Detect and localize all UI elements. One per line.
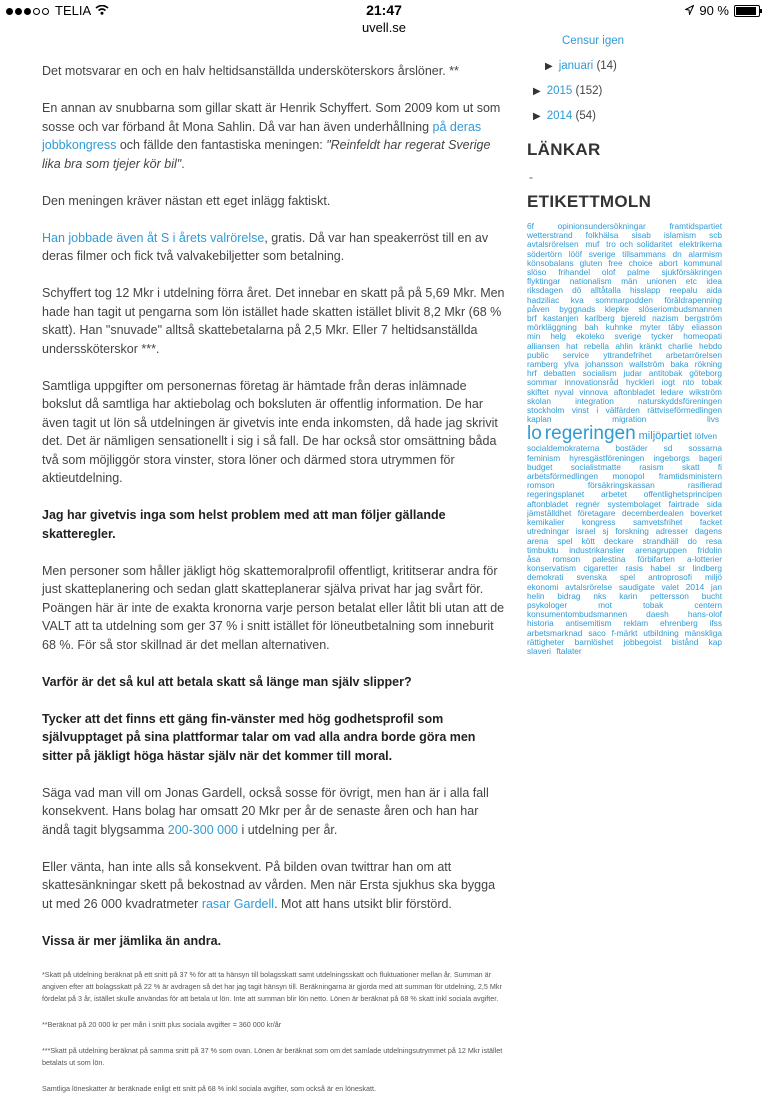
tag-link[interactable]: homeopati: [683, 331, 722, 342]
tag-link[interactable]: spel: [557, 535, 573, 546]
tag-link[interactable]: hebdo: [698, 340, 723, 351]
tag-link[interactable]: israel: [575, 526, 596, 537]
tag-link[interactable]: historia: [527, 618, 554, 629]
tag-link[interactable]: utredningar: [527, 526, 569, 537]
tag-link[interactable]: riksdagen: [527, 285, 563, 296]
status-right: [685, 3, 760, 18]
links-empty-dash: -: [529, 170, 533, 184]
tag-link[interactable]: innovationsråd: [564, 377, 619, 388]
jobbkongress-link[interactable]: på deras jobbkongress: [42, 119, 482, 152]
tag-link[interactable]: rebella: [584, 340, 609, 351]
article-body: [42, 62, 506, 1109]
tag-link[interactable]: rättviseförmedlingen: [647, 405, 722, 416]
article-paragraph: Det motsvarar en och en halv heltidsanställda undersköterskors årslöner. **: [42, 64, 459, 78]
article-paragraph: Eller vänta, han inte alls så konsekvent. På bilden ovan twittrar han om att skattesänkningar skett på bekostnad av vården. Men när Ersta sjukhus ska bygga ut med 26 000 kvadratmeter rasar Gardell. Mot att hans utsikt blir förstörd.: [42, 859, 496, 911]
tag-link[interactable]: tobak: [643, 599, 664, 610]
tag-link[interactable]: antroprosofi: [648, 572, 692, 583]
tag-link[interactable]: forskning: [615, 526, 649, 537]
tag-link[interactable]: offentlighetsprincipen: [643, 489, 722, 500]
clock: 21:47: [366, 2, 402, 18]
tag-link[interactable]: arenagruppen: [635, 544, 687, 555]
tag-link[interactable]: aida: [706, 285, 722, 296]
tag-link[interactable]: scb: [709, 230, 723, 241]
tag-link[interactable]: män: [621, 276, 638, 287]
tag-link[interactable]: avtalsrörelsen: [527, 239, 579, 250]
tag-link[interactable]: johansson: [585, 359, 623, 370]
tag-link[interactable]: kommunal: [683, 257, 722, 268]
location-arrow-icon: [685, 3, 694, 18]
archive-item-2015[interactable]: ▶ 2015 (152): [533, 85, 603, 97]
tag-link[interactable]: habel: [650, 563, 671, 574]
tag-link[interactable]: tobak: [701, 377, 723, 388]
tag-link[interactable]: alarmism: [688, 248, 723, 259]
tag-link[interactable]: sverige: [588, 248, 616, 259]
tag-link[interactable]: boverket: [690, 507, 723, 518]
tag-link[interactable]: debatten: [543, 368, 576, 379]
tag-link[interactable]: charlie: [668, 340, 693, 351]
utdelning-link[interactable]: 200-300 000: [167, 822, 238, 837]
tag-link[interactable]: hisslapp: [629, 285, 661, 296]
tag-link[interactable]: psykologer: [527, 599, 568, 610]
tag-link[interactable]: lööf: [568, 248, 583, 259]
tag-link[interactable]: kaplan: [527, 414, 552, 425]
tag-link[interactable]: nationalism: [569, 276, 612, 287]
tag-link[interactable]: förbifarten: [637, 553, 675, 564]
tag-link[interactable]: arbetarrörelsen: [665, 349, 722, 360]
article-paragraph: Den meningen kräver nästan ett eget inlägg faktiskt.: [42, 193, 331, 208]
tag-link[interactable]: nto: [682, 377, 695, 388]
article-paragraph: Han jobbade även åt S i årets valrörelse, gratis. Då var han speakerröst till en av deras filmer och fick två valvakebiljetter som betalning.: [42, 230, 489, 263]
tag-link[interactable]: bjereld: [620, 313, 646, 324]
tag-link[interactable]: f-märkt: [611, 627, 638, 638]
tag-link[interactable]: palme: [627, 267, 650, 278]
tag-link[interactable]: hyresgästföreningen: [569, 452, 645, 463]
tag-link[interactable]: public: [527, 349, 549, 360]
tag-link[interactable]: monopol: [612, 471, 645, 482]
tag-link[interactable]: miljöpartiet: [638, 430, 692, 443]
footnotes: [42, 969, 506, 1095]
tag-link[interactable]: stockholm: [527, 405, 565, 416]
tag-link[interactable]: ramberg: [527, 359, 558, 370]
tag-link[interactable]: feminism: [527, 452, 561, 463]
address-bar-url[interactable]: uvell.se: [361, 20, 407, 35]
tag-link[interactable]: miljö: [704, 572, 722, 583]
footnote: Samtliga löneskatter är beräknade enligt ett snitt på 68 % inkl sociala avgifter, som också är en löneskatt.: [42, 1083, 376, 1093]
carrier-label: TELIA: [55, 3, 92, 18]
tag-link[interactable]: reepalu: [669, 285, 698, 296]
battery-icon: [734, 5, 760, 17]
expand-arrow-icon[interactable]: ▶: [533, 86, 541, 97]
tag-link[interactable]: socialism: [582, 368, 617, 379]
tag-link[interactable]: dn: [672, 248, 682, 259]
rasar-gardell-link[interactable]: rasar Gardell: [201, 896, 275, 911]
tag-link[interactable]: service: [562, 349, 590, 360]
links-heading: LÄNKAR: [527, 140, 601, 159]
tag-link[interactable]: aftonbladet: [613, 386, 655, 397]
tag-link[interactable]: framtidspartiet: [669, 221, 723, 231]
tag-link[interactable]: myter: [640, 322, 661, 333]
tag-link[interactable]: resa: [705, 535, 723, 546]
tag-link[interactable]: barnlöshet: [574, 636, 614, 647]
article-paragraph-bold: Vissa är mer jämlika än andra.: [42, 933, 222, 948]
tag-link[interactable]: romson: [552, 553, 581, 564]
tag-link[interactable]: mörkläggning: [527, 322, 577, 333]
tag-link[interactable]: täby: [668, 322, 684, 333]
article-paragraph-bold: Varför är det så kul att betala skatt så länge man själv slipper?: [42, 674, 412, 689]
tag-link[interactable]: nks: [593, 590, 607, 601]
tag-link[interactable]: arbetet: [601, 489, 627, 500]
tag-link[interactable]: antitobak: [648, 368, 683, 379]
tag-link[interactable]: saco: [588, 627, 606, 638]
tag-link[interactable]: reklam: [623, 618, 649, 629]
tag-link[interactable]: skolan: [527, 395, 551, 406]
tag-link[interactable]: pettersson: [650, 590, 689, 601]
tag-link[interactable]: konservatism: [527, 563, 576, 574]
tag-link[interactable]: wetterstrand: [527, 230, 573, 241]
tag-link[interactable]: löfven: [694, 431, 717, 442]
tag-link[interactable]: dagens: [694, 526, 722, 537]
tag-link[interactable]: kuhnke: [605, 322, 633, 333]
tag-link[interactable]: rasis: [625, 563, 643, 574]
archive-partial-post[interactable]: Censur igen: [562, 35, 625, 47]
tag-link[interactable]: sommar: [527, 377, 557, 388]
tag-link[interactable]: rasifierad: [687, 480, 723, 491]
tag-link[interactable]: kongress: [581, 517, 616, 528]
tag-link[interactable]: åsa: [527, 553, 541, 564]
tag-cloud: [527, 222, 725, 656]
tag-link[interactable]: sj: [602, 526, 609, 537]
footnote: **Beräknat på 20 000 kr per mån i snitt plus sociala avgifter = 360 000 kr/år: [42, 1019, 282, 1029]
tag-link[interactable]: daesh: [646, 609, 669, 620]
tag-link[interactable]: sommarpodden: [595, 294, 653, 305]
tag-link[interactable]: min: [527, 331, 541, 342]
tag-link[interactable]: slaveri: [527, 645, 551, 656]
tag-link[interactable]: skiftet: [527, 386, 549, 397]
tag-link[interactable]: decemberdealen: [621, 507, 684, 518]
tag-link[interactable]: free: [608, 257, 623, 268]
tag-link[interactable]: choice: [628, 257, 653, 268]
tag-link[interactable]: lindberg: [692, 563, 723, 574]
tag-link[interactable]: ylva: [564, 359, 579, 370]
tag-link[interactable]: karin: [619, 590, 638, 601]
tag-link[interactable]: hrf: [527, 368, 537, 379]
tag-link[interactable]: kemikalier: [527, 517, 565, 528]
tag-link[interactable]: socialistmatte: [570, 461, 621, 472]
tag-link[interactable]: kva: [570, 294, 584, 305]
tag-link[interactable]: fairtrade: [668, 498, 700, 509]
footnote: ***Skatt på utdelning beräknat på samma snitt på 37 % som ovan. Lönen är beräknat som om det samlade utdelningsutrymmet på 12 Mkr istället betalats ut som lön.: [42, 1045, 503, 1067]
tag-link[interactable]: wikström: [689, 386, 722, 397]
tag-link[interactable]: 6f: [527, 221, 534, 231]
tag-link[interactable]: islamism: [663, 230, 697, 241]
tag-link[interactable]: bidrag: [557, 590, 581, 601]
tag-link[interactable]: idea: [706, 276, 723, 287]
tag-link[interactable]: wallström: [629, 359, 665, 370]
tag-link[interactable]: a-lotterier: [686, 553, 722, 564]
tag-link[interactable]: jämställdhet: [527, 507, 572, 518]
article-paragraph: Men personer som håller jäkligt hög skattemoralprofil offentligt, krititserar andra för just skatteplanering och sedan glatt skatteplanerar själva privat har jag svårt för. Poängen här är inte de exakta kronorna varje person betalat eller låtit bli utan att de VALT att ta utdelning som ger 37 % i snitt istället för löneutbetalning som inneburit 68 %. För så stor skillnad är det mellan alternativen.: [42, 563, 505, 652]
tag-link[interactable]: hadziliac: [527, 294, 560, 305]
tag-link[interactable]: i: [596, 405, 599, 416]
tag-link[interactable]: elektrikerna: [679, 239, 723, 250]
tag-link[interactable]: valet: [661, 581, 680, 592]
tag-link[interactable]: folkhälsa: [585, 230, 619, 241]
tag-link[interactable]: jan: [710, 581, 722, 592]
footnote: *Skatt på utdelning beräknat på ett snitt på 37 % för att ta hänsyn till bolagsskatt samt utdelningsskatt och fluktuationer mellan år. Summan är angiven efter att bolagsskatt på 22 % är avdragen så det har jag tagit hänsyn till. Beräkningarna är gjorda med att summan för utdelning, 2,5 Mkr fördelat på 3 år, istället skulle användas för att betala ut lön. Inte att summan blir lön netto. Lönen är beräknat på 68 % skatt inkl sociala avgifter.: [42, 969, 502, 1003]
expand-arrow-icon[interactable]: ▶: [545, 61, 553, 72]
tag-link[interactable]: tycker: [651, 331, 674, 342]
article-paragraph-bold: Jag har givetvis inga som helst problem med att man följer gällande skatteregler.: [42, 508, 446, 541]
tag-link[interactable]: spel: [619, 572, 636, 583]
tag-link[interactable]: olof: [601, 267, 616, 278]
tag-link[interactable]: hat: [566, 340, 578, 351]
tag-link[interactable]: kap: [708, 636, 723, 647]
tag-link[interactable]: adresser: [655, 526, 688, 537]
tag-link[interactable]: försäkringskassan: [587, 480, 655, 491]
tag-link[interactable]: ifss: [709, 618, 722, 629]
battery-level: [736, 7, 756, 15]
tag-link[interactable]: brf: [527, 313, 537, 324]
article-paragraph-bold: Tycker att det finns ett gäng fin-vänster med hög godhetsprofil som självupptaget på sina plattformar talar om vad alla andra borde göra men sitter på jäkligt höga hästar själv när det kommer till moral.: [42, 711, 476, 763]
tag-link[interactable]: abort: [658, 257, 678, 268]
tag-link[interactable]: karlberg: [584, 313, 615, 324]
tag-link[interactable]: sisab: [631, 230, 651, 241]
tag-link[interactable]: deckare: [603, 535, 634, 546]
tag-link[interactable]: föräldrapenning: [664, 294, 722, 305]
tag-link[interactable]: kränkt: [639, 340, 662, 351]
status-bar: [0, 0, 768, 20]
tag-link[interactable]: hans-olof: [687, 609, 722, 620]
expand-arrow-icon[interactable]: ▶: [533, 111, 541, 122]
tag-link[interactable]: bostäder: [615, 443, 648, 454]
tag-link[interactable]: hyckleri: [626, 377, 655, 388]
tag-link[interactable]: gluten: [579, 257, 603, 268]
tag-link[interactable]: ekonomi: [527, 581, 559, 592]
tag-link[interactable]: do: [687, 535, 697, 546]
tag-link[interactable]: muf: [585, 239, 600, 250]
tag-link[interactable]: bistånd: [671, 636, 699, 647]
tag-link[interactable]: ledare: [660, 386, 684, 397]
article-paragraph: Säga vad man vill om Jonas Gardell, också sosse för övrigt, men han är i alla fall konsekvent. Hans bolag har omsatt 20 Mkr per år de senaste åren och han har ändå tagit blygsamma 200-300 000 i utdelning per år.: [42, 785, 489, 837]
tag-link[interactable]: samvetsfrihet: [633, 517, 683, 528]
tag-link[interactable]: migration: [612, 414, 647, 425]
tag-link[interactable]: konsumentombudsmannen: [527, 609, 628, 620]
tag-link[interactable]: lo: [527, 423, 542, 445]
tag-link[interactable]: judar: [623, 368, 642, 379]
tag-link[interactable]: tro och solidaritet: [606, 239, 673, 250]
tag-link[interactable]: sd: [663, 443, 673, 454]
tag-cloud-heading: ETIKETTMOLN: [527, 192, 652, 211]
archive-item-2014[interactable]: ▶ 2014 (54): [533, 110, 596, 122]
tag-link[interactable]: helg: [550, 331, 566, 342]
tag-link[interactable]: arena: [527, 535, 549, 546]
tag-link[interactable]: göteborg: [689, 368, 722, 379]
tag-link[interactable]: rasism: [639, 461, 664, 472]
tag-link[interactable]: ftalater: [556, 645, 582, 656]
tag-link[interactable]: opinionsundersökningar: [557, 221, 646, 231]
tag-link[interactable]: aftonbladet: [527, 498, 569, 509]
tag-link[interactable]: jobbegoist: [623, 636, 662, 647]
tag-link[interactable]: ekoleko: [575, 331, 605, 342]
quote: "Reinfeldt har regerat Sverige lika bra som tjejer kör bil": [42, 138, 491, 171]
tag-link[interactable]: mänskliga: [684, 627, 723, 638]
tag-link[interactable]: frihandel: [558, 267, 591, 278]
tag-link[interactable]: romson: [527, 480, 555, 491]
tag-link[interactable]: centern: [694, 599, 722, 610]
tag-link[interactable]: slöseriombudsmannen: [638, 303, 722, 314]
tag-link[interactable]: byggnads: [559, 303, 596, 314]
tag-link[interactable]: iogt: [661, 377, 676, 388]
tag-link[interactable]: regnér: [575, 498, 600, 509]
tag-link[interactable]: etc: [685, 276, 697, 287]
battery-percent: 90 %: [699, 3, 729, 18]
tag-link[interactable]: saudigate: [618, 581, 655, 592]
tag-link[interactable]: antisemitism: [565, 618, 612, 629]
tag-link[interactable]: bah: [584, 322, 599, 333]
tag-link[interactable]: demokrati: [527, 572, 564, 583]
tag-link[interactable]: systembolaget: [607, 498, 661, 509]
tag-link[interactable]: bucht: [701, 590, 723, 601]
tag-link[interactable]: utbildning: [643, 627, 679, 638]
tag-link[interactable]: sossarna: [688, 443, 722, 454]
tag-link[interactable]: eliasson: [691, 322, 722, 333]
valrorelse-link[interactable]: Han jobbade även åt S i årets valrörelse: [42, 230, 265, 245]
tag-link[interactable]: vinst: [571, 405, 589, 416]
tag-link[interactable]: företagare: [577, 507, 616, 518]
tag-link[interactable]: bageri: [698, 452, 723, 463]
tag-link[interactable]: industrikanslier: [569, 544, 625, 555]
tag-link[interactable]: alliansen: [527, 340, 560, 351]
tag-link[interactable]: integration: [575, 395, 614, 406]
article-paragraph: Samtliga uppgifter om personernas företag är hämtade från deras inlämnade bokslut då samtliga har aktiebolag och boksluten är offentlig information. De har även tagit ut lön så utdelningen är givetvis inte enda inkomsten, då hade jag skrivit det. Det är nämligen sensationellt i sig i så fall. De har också stor omsättning båda två som möjliggör stora vinster, stora löner och därmed stora utrymmen för aktieutdelning.: [42, 378, 498, 485]
tag-link[interactable]: livs: [707, 414, 719, 425]
tag-link[interactable]: naturskyddsföreningen: [638, 395, 722, 406]
tag-link[interactable]: sjukförsäkringen: [661, 267, 722, 278]
tag-link[interactable]: regeringsplanet: [527, 489, 585, 500]
tag-link[interactable]: avtalsrörelse: [565, 581, 613, 592]
tag-link[interactable]: regeringen: [544, 423, 636, 445]
tag-link[interactable]: palestina: [592, 553, 626, 564]
tag-link[interactable]: yttrandefrihet: [603, 349, 652, 360]
tag-link[interactable]: könsobalans: [527, 257, 574, 268]
tag-link[interactable]: nyval: [554, 386, 574, 397]
tag-link[interactable]: fi: [717, 461, 723, 472]
tag-link[interactable]: tillsammans: [622, 248, 666, 259]
tag-link[interactable]: dö: [572, 285, 582, 296]
archive-item-januari[interactable]: ▶ januari (14): [545, 60, 617, 72]
tag-link[interactable]: mot: [598, 599, 612, 610]
tag-link[interactable]: vinnova: [579, 386, 609, 397]
tag-link[interactable]: skatt: [682, 461, 700, 472]
tag-link[interactable]: arbetsmarknad: [527, 627, 583, 638]
tag-link[interactable]: timbuktu: [527, 544, 559, 555]
tag-link[interactable]: baka: [670, 359, 689, 370]
tag-link[interactable]: fridolin: [697, 544, 722, 555]
article-paragraph: Schyffert tog 12 Mkr i utdelning förra året. Det innebar en skatt på på 5,69 Mkr. Men hade han tagit ut pengarna som lön istället hade skatten istället blivit 8,2 Mkr (68 % skatt). Han "snuvade" alltså skattebetalarna på 2,5 Mkr. Eller 7 heltidsanställda underssköterskor ***.: [42, 286, 505, 356]
tag-link[interactable]: södertörn: [527, 248, 563, 259]
tag-link[interactable]: unionen: [646, 276, 677, 287]
tag-link[interactable]: helin: [527, 590, 545, 601]
tag-link[interactable]: välfärden: [605, 405, 640, 416]
tag-link[interactable]: kött: [581, 535, 595, 546]
tag-link[interactable]: kastanjen: [542, 313, 579, 324]
tag-link[interactable]: alltåtalla: [590, 285, 621, 296]
tag-link[interactable]: flyktingar: [527, 276, 561, 287]
tag-link[interactable]: ahlin: [615, 340, 633, 351]
tag-link[interactable]: strandhäll: [642, 535, 679, 546]
tag-link[interactable]: framtidsministern: [658, 471, 722, 482]
tag-link[interactable]: påven: [527, 303, 550, 314]
tag-link[interactable]: 2014: [685, 581, 705, 592]
tag-link[interactable]: svenska: [576, 572, 607, 583]
tag-link[interactable]: arbetsförmedlingen: [527, 471, 599, 482]
tag-link[interactable]: rättigheter: [527, 636, 565, 647]
tag-link[interactable]: rökning: [694, 359, 723, 370]
tag-link[interactable]: facket: [699, 517, 723, 528]
tag-link[interactable]: ehrenberg: [659, 618, 698, 629]
tag-link[interactable]: cigaretter: [583, 563, 618, 574]
tag-link[interactable]: socialdemokraterna: [527, 443, 600, 454]
tag-link[interactable]: sverige: [614, 331, 642, 342]
tag-link[interactable]: klepke: [604, 303, 629, 314]
tag-link[interactable]: nazism: [652, 313, 679, 324]
tag-link[interactable]: slöso: [527, 267, 547, 278]
tag-link[interactable]: bergström: [684, 313, 723, 324]
tag-link[interactable]: sida: [706, 498, 723, 509]
tag-link[interactable]: ingeborgs: [653, 452, 690, 463]
article-paragraph: En annan av snubbarna som gillar skatt är Henrik Schyffert. Som 2009 kom ut som sosse och var förband åt Mona Sahlin. Då var han även underhållning på deras jobbkongress och fällde den fantastiska meningen: "Reinfeldt har regerat Sverige lika bra som tjejer kör bil".: [42, 101, 501, 171]
tag-link[interactable]: budget: [527, 461, 553, 472]
tag-link[interactable]: sr: [678, 563, 686, 574]
